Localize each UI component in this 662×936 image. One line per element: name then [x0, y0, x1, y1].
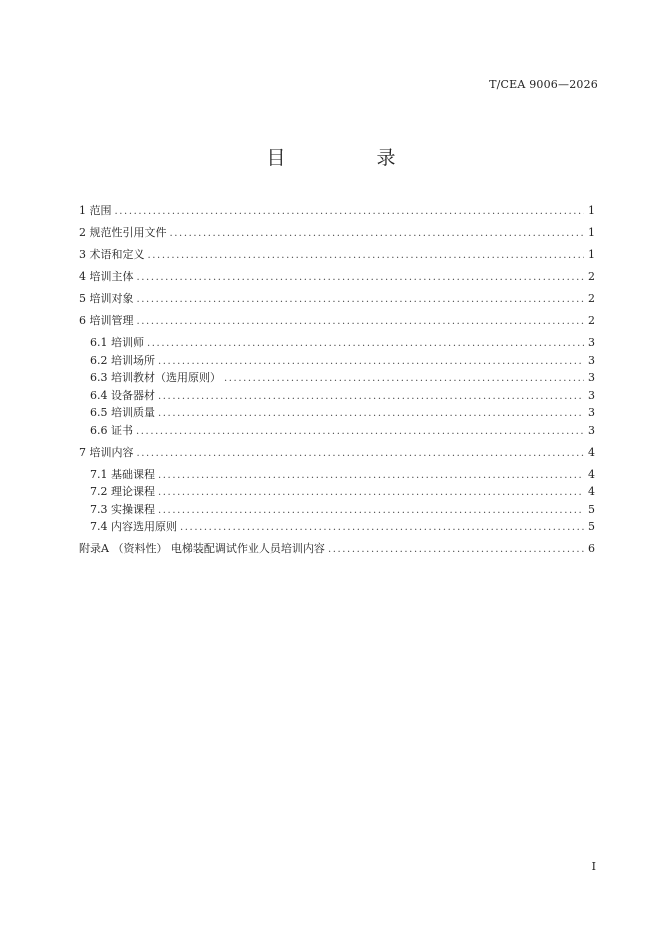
toc-title: 目 录 — [266, 147, 432, 169]
toc-entry-page: 1 — [588, 226, 595, 239]
toc-entry-page: 2 — [588, 314, 595, 327]
toc-leader-dots — [158, 484, 584, 502]
toc-entry-page: 1 — [588, 248, 595, 261]
toc-entry-appendix[interactable] — [79, 540, 595, 562]
toc-leader-dots — [170, 225, 585, 243]
toc-entry-page: 4 — [588, 467, 595, 481]
toc-leader-dots — [137, 445, 585, 463]
toc-entry-label: 7 培训内容 — [79, 445, 134, 459]
toc-leader-dots — [158, 467, 584, 485]
toc-entry-label: 7.1 基础课程 — [90, 467, 155, 481]
toc-leader-dots — [158, 405, 584, 423]
toc-subentry[interactable] — [79, 404, 595, 422]
toc-entry-page: 2 — [588, 292, 595, 305]
toc-entry-label: 6.3 培训教材（选用原则） — [90, 371, 221, 385]
table-of-contents — [79, 202, 595, 562]
toc-entry-label: 3 术语和定义 — [79, 248, 145, 261]
toc-entry-label: 1 范围 — [79, 204, 112, 217]
toc-entry-page: 3 — [588, 423, 595, 437]
toc-entry-page: 3 — [588, 336, 595, 349]
toc-leader-dots — [180, 519, 584, 537]
toc-entry-label: 7.4 内容选用原则 — [90, 520, 177, 534]
toc-entry-label: 6.5 培训质量 — [90, 406, 155, 420]
toc-entry-label: 7.2 理论课程 — [90, 485, 155, 499]
document-code: T/CEA 9006—2026 — [489, 78, 598, 91]
toc-entry[interactable] — [79, 290, 595, 312]
toc-entry-label: 7.3 实操课程 — [90, 502, 155, 516]
toc-leader-dots — [115, 203, 585, 221]
toc-entry-page: 3 — [588, 406, 595, 420]
toc-leader-dots — [136, 423, 584, 441]
toc-entry-page: 3 — [588, 371, 595, 385]
toc-leader-dots — [137, 313, 585, 331]
page-number: I — [591, 860, 596, 873]
toc-subentry[interactable] — [79, 387, 595, 405]
toc-entry-label: 6.6 证书 — [90, 423, 133, 437]
toc-leader-dots — [158, 502, 584, 520]
toc-entry[interactable] — [79, 224, 595, 246]
toc-leader-dots — [137, 269, 585, 287]
toc-entry[interactable] — [79, 268, 595, 290]
toc-leader-dots — [224, 370, 584, 388]
toc-entry-label: 2 规范性引用文件 — [79, 226, 167, 239]
toc-entry-label: 4 培训主体 — [79, 270, 134, 283]
toc-subentry[interactable] — [79, 466, 595, 484]
toc-entry[interactable] — [79, 202, 595, 224]
toc-entry-page: 4 — [588, 445, 595, 459]
toc-entry-label: 附录A （资料性） 电梯装配调试作业人员培训内容 — [79, 541, 325, 555]
toc-leader-dots — [328, 541, 584, 559]
toc-entry-page: 3 — [588, 353, 595, 367]
toc-entry-label: 6.4 设备器材 — [90, 388, 155, 402]
toc-subentry[interactable] — [79, 334, 595, 352]
toc-leader-dots — [158, 353, 584, 371]
toc-subentry[interactable] — [79, 352, 595, 370]
toc-entry-page: 2 — [588, 270, 595, 283]
toc-subentry[interactable] — [79, 422, 595, 440]
toc-entry-page: 6 — [588, 541, 595, 555]
toc-entry-page: 3 — [588, 388, 595, 402]
toc-entry-page: 5 — [588, 502, 595, 516]
toc-entry-page: 1 — [588, 204, 595, 217]
toc-leader-dots — [158, 388, 584, 406]
toc-subentry[interactable] — [79, 369, 595, 387]
toc-entry-page: 4 — [588, 485, 595, 499]
toc-subentry[interactable] — [79, 483, 595, 501]
toc-subentry[interactable] — [79, 518, 595, 536]
toc-entry-label: 5 培训对象 — [79, 292, 134, 305]
toc-entry[interactable] — [79, 246, 595, 268]
toc-entry-page: 5 — [588, 520, 595, 534]
toc-subentry[interactable] — [79, 501, 595, 519]
toc-entry[interactable] — [79, 312, 595, 334]
toc-entry-label: 6.1 培训师 — [90, 336, 144, 349]
toc-leader-dots — [137, 291, 585, 309]
toc-entry-label: 6.2 培训场所 — [90, 353, 155, 367]
toc-leader-dots — [148, 247, 585, 265]
toc-entry[interactable] — [79, 444, 595, 466]
toc-leader-dots — [147, 335, 584, 353]
toc-entry-label: 6 培训管理 — [79, 314, 134, 327]
